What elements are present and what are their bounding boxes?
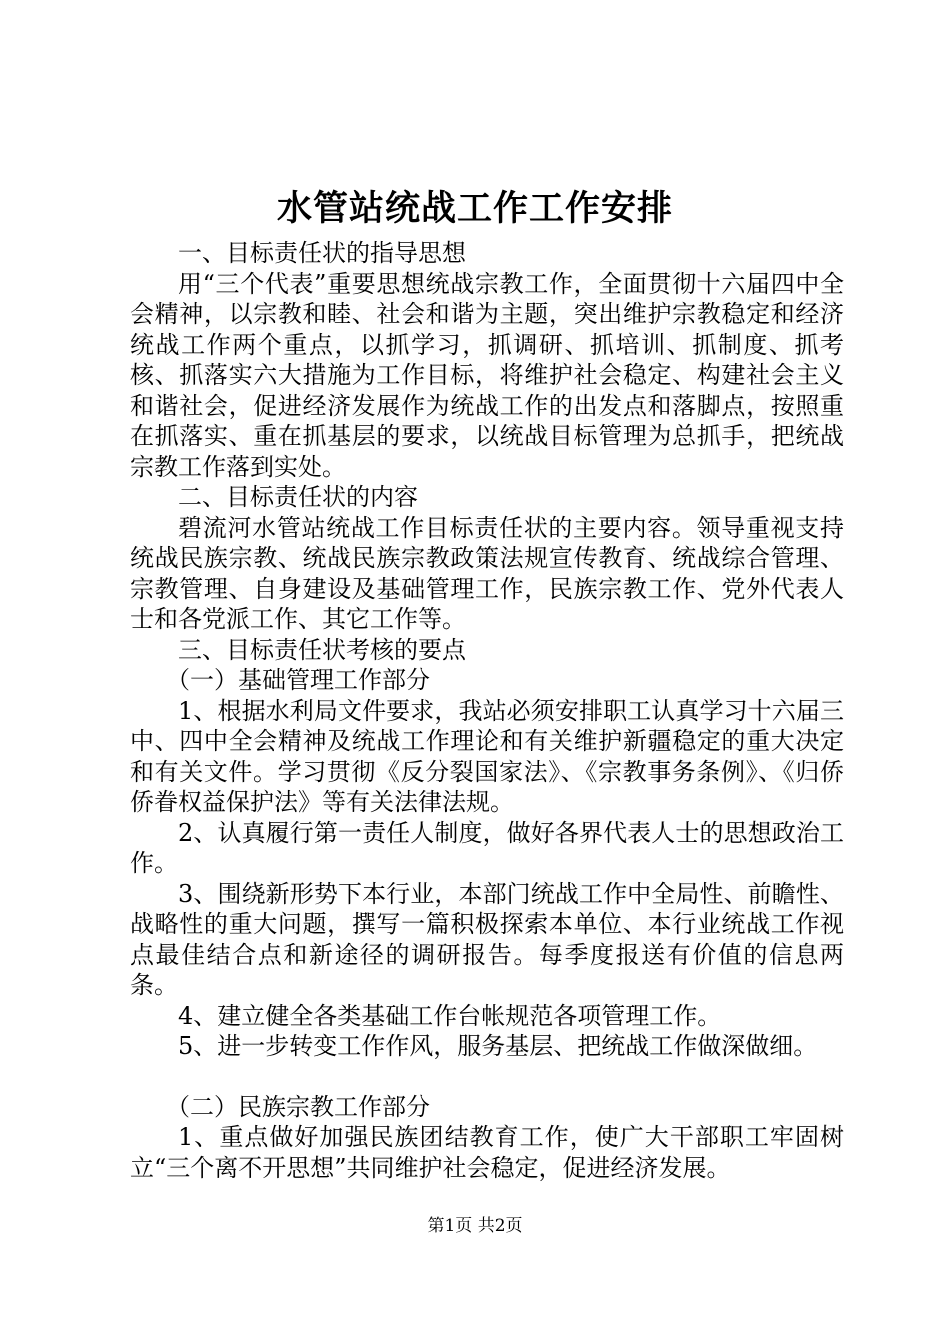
subsection-heading-ethnic: （二）民族宗教工作部分 [166,1092,430,1121]
section-heading-3: 三、目标责任状考核的要点 [178,635,466,664]
document-title: 水管站统战工作工作安排 [276,188,673,229]
paragraph-contents: 碧流河水管站统战工作目标责任状的主要内容。领导重视支持统战民族宗教、统战民族宗教政策法规宣传教育、统战综合管理、宗教管理、自身建设及基础管理工作，民族宗教工作、党外代表人士和各党派工作、其它工作等。 [130,513,844,633]
list-item-ethnic-1: 1、重点做好加强民族团结教育工作，使广大干部职工牢固树立“三个离不开思想”共同维护社会稳定，促进经济发展。 [130,1123,844,1182]
section-heading-2: 二、目标责任状的内容 [178,483,418,511]
list-item-2: 2、认真履行第一责任人制度，做好各界代表人士的思想政治工作。 [130,818,844,877]
page-footer: 第1页 共2页 [427,1216,523,1236]
document-body [130,238,844,1183]
list-item-4: 4、建立健全各类基础工作台帐规范各项管理工作。 [178,1001,722,1030]
list-item-1: 1、根据水利局文件要求，我站必须安排职工认真学习十六届三中、四中全会精神及统战工作理论和有关维护新疆稳定的重大决定和有关文件。学习贯彻《反分裂国家法》、《宗教事务条例》、《归侨侨眷权益保护法》等有关法律法规。 [130,696,844,816]
list-item-3: 3、围绕新形势下本行业，本部门统战工作中全局性、前瞻性、战略性的重大问题，撰写一篇积极探索本单位、本行业统战工作视点最佳结合点和新途径的调研报告。每季度报送有价值的信息两条。 [130,879,844,999]
paragraph-guiding-thought: 用“三个代表”重要思想统战宗教工作，全面贯彻十六届四中全会精神，以宗教和睦、社会和谐为主题，突出维护宗教稳定和经济统战工作两个重点，以抓学习，抓调研、抓培训、抓制度、抓考核、抓落实六大措施为工作目标，将维护社会稳定、构建社会主义和谐社会，促进经济发展作为统战工作的出发点和落脚点，按照重在抓落实、重在抓基层的要求，以统战目标管理为总抓手，把统战宗教工作落到实处。 [130,269,844,481]
paragraph-gap [130,1062,844,1092]
section-heading-1: 一、目标责任状的指导思想 [178,239,466,267]
list-item-5: 5、进一步转变工作作风，服务基层、把统战工作做深做细。 [178,1032,818,1060]
subsection-heading-basic: （一）基础管理工作部分 [166,666,430,694]
